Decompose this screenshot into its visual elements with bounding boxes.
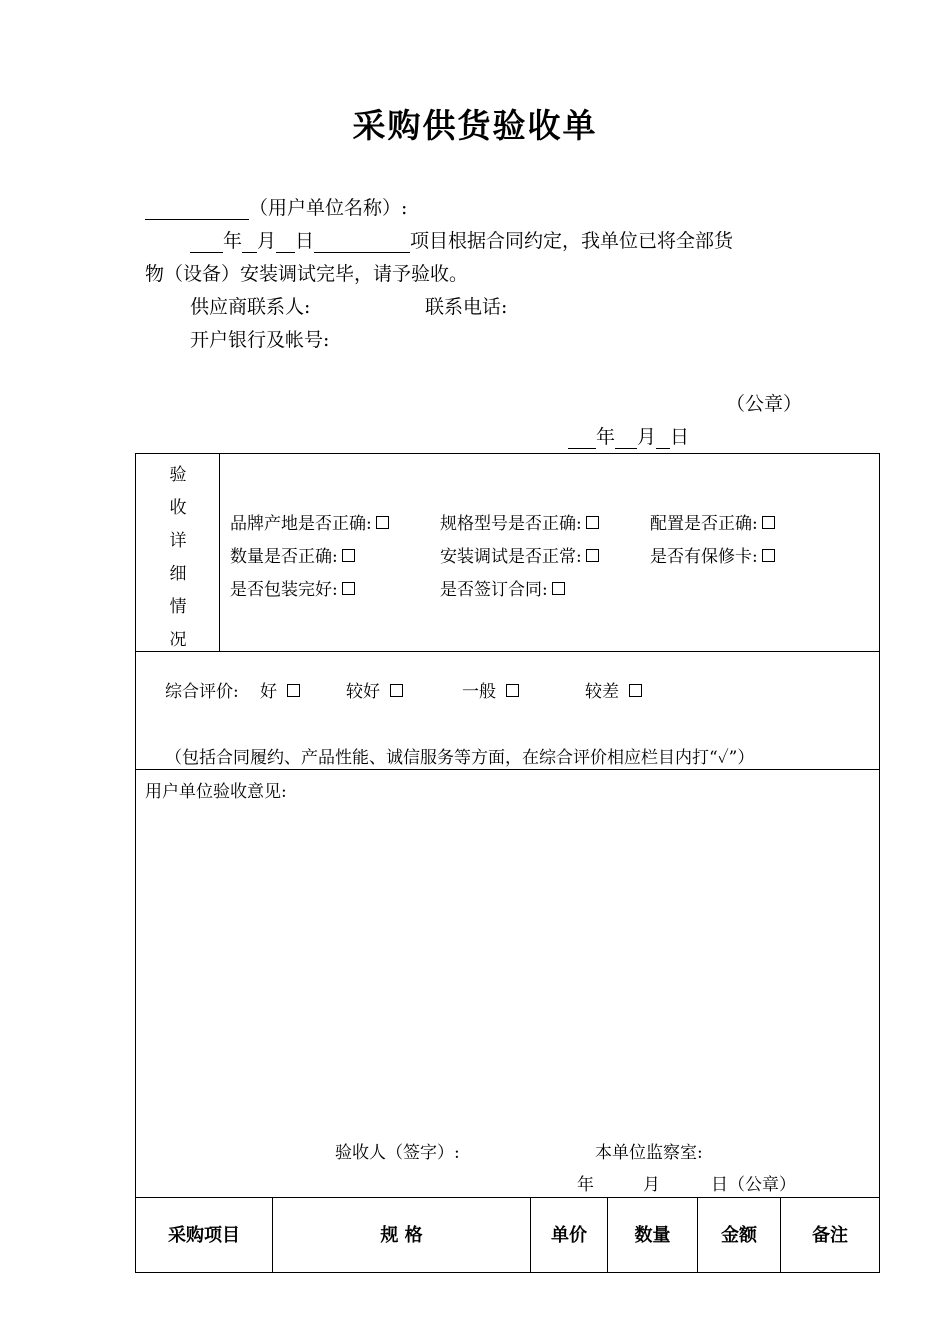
evaluation-label: 综合评价:: [165, 682, 239, 702]
table-header-spec: 规 格: [380, 1225, 423, 1246]
evaluation-option-fairly-good: [346, 677, 403, 702]
user-unit-blank[interactable]: [145, 199, 249, 220]
check-brand-origin: [230, 509, 389, 534]
divider-1: [135, 651, 880, 652]
check-label: 规格型号是否正确:: [440, 514, 582, 534]
table-header-item: 采购项目: [168, 1225, 240, 1246]
checkbox[interactable]: [342, 582, 355, 595]
user-unit-line: [145, 196, 407, 220]
option-label: 较差: [585, 682, 619, 702]
vertical-label-char: 情: [169, 597, 187, 617]
bank-account-label: 开户银行及帐号:: [190, 329, 330, 351]
opinion-label: 用户单位验收意见:: [145, 782, 287, 802]
check-configuration: [650, 509, 775, 534]
check-quantity: [230, 542, 355, 567]
divider-2: [135, 769, 880, 770]
checkbox[interactable]: [762, 516, 775, 529]
checkbox[interactable]: [287, 684, 300, 697]
header-day-label: 日: [670, 426, 690, 448]
check-label: 安装调试是否正常:: [440, 547, 582, 567]
table-header-quantity: 数量: [634, 1225, 671, 1246]
check-packaging: [230, 575, 355, 600]
supervisor-label: 本单位监察室:: [595, 1143, 703, 1163]
signer-label: 验收人（签字）:: [335, 1143, 460, 1163]
checkbox[interactable]: [376, 516, 389, 529]
contact-phone-label: 联系电话:: [425, 296, 508, 318]
checkbox[interactable]: [390, 684, 403, 697]
opinion-day-seal-label: 日（公章）: [711, 1175, 796, 1195]
checkbox[interactable]: [762, 549, 775, 562]
check-spec-model: [440, 509, 599, 534]
vertical-label-char: 验: [169, 465, 187, 485]
check-label: 是否有保修卡:: [650, 547, 758, 567]
header-year-label: 年: [596, 426, 616, 448]
table-header-amount: 金额: [721, 1225, 757, 1246]
checkbox[interactable]: [586, 516, 599, 529]
year-blank[interactable]: [190, 232, 223, 253]
check-label: 数量是否正确:: [230, 547, 338, 567]
opinion-year-label: 年: [577, 1175, 594, 1195]
check-label: 配置是否正确:: [650, 514, 758, 534]
header-month-blank[interactable]: [615, 428, 637, 449]
check-label: 是否包装完好:: [230, 580, 338, 600]
year-label: 年: [223, 230, 243, 252]
vertical-label-char: 细: [169, 564, 187, 584]
day-blank[interactable]: [276, 232, 295, 253]
opinion-month-label: 月: [643, 1175, 660, 1195]
header-date-line: [568, 425, 689, 449]
checkbox[interactable]: [552, 582, 565, 595]
seal-label: （公章）: [726, 393, 803, 415]
check-label: 品牌产地是否正确:: [230, 514, 372, 534]
month-blank[interactable]: [242, 232, 257, 253]
checkbox[interactable]: [342, 549, 355, 562]
checkbox[interactable]: [506, 684, 519, 697]
supplier-contact-label: 供应商联系人:: [190, 296, 311, 318]
evaluation-option-good: [260, 677, 300, 702]
project-name-blank[interactable]: [314, 232, 410, 253]
header-month-label: 月: [637, 426, 657, 448]
header-year-blank[interactable]: [568, 428, 596, 449]
vertical-label-char: 详: [169, 531, 187, 551]
opinion-text-area[interactable]: [140, 805, 874, 1125]
evaluation-note: （包括合同履约、产品性能、诚信服务等方面，在综合评价相应栏目内打“✓”）: [165, 748, 755, 768]
evaluation-option-average: [462, 677, 519, 702]
checkbox[interactable]: [586, 549, 599, 562]
table-header-unit-price: 单价: [551, 1225, 587, 1246]
checkbox[interactable]: [629, 684, 642, 697]
month-label: 月: [257, 230, 277, 252]
option-label: 较好: [346, 682, 380, 702]
vertical-label-char: 收: [169, 498, 187, 518]
check-contract: [440, 575, 565, 600]
check-installation: [440, 542, 599, 567]
user-unit-label: （用户单位名称）:: [249, 197, 408, 219]
check-warranty-card: [650, 542, 775, 567]
table-header-remarks: 备注: [812, 1225, 848, 1246]
project-text: 项目根据合同约定，我单位已将全部货: [410, 230, 734, 252]
header-day-blank[interactable]: [656, 428, 670, 449]
project-text-2: 物（设备）安装调试完毕，请予验收。: [145, 263, 469, 285]
option-label: 一般: [462, 682, 496, 702]
document-title: 采购供货验收单: [352, 106, 598, 145]
project-line: [190, 229, 733, 253]
vertical-label-char: 况: [169, 630, 187, 650]
option-label: 好: [260, 682, 277, 702]
check-label: 是否签订合同:: [440, 580, 548, 600]
evaluation-option-poor: [585, 677, 642, 702]
day-label: 日: [295, 230, 315, 252]
